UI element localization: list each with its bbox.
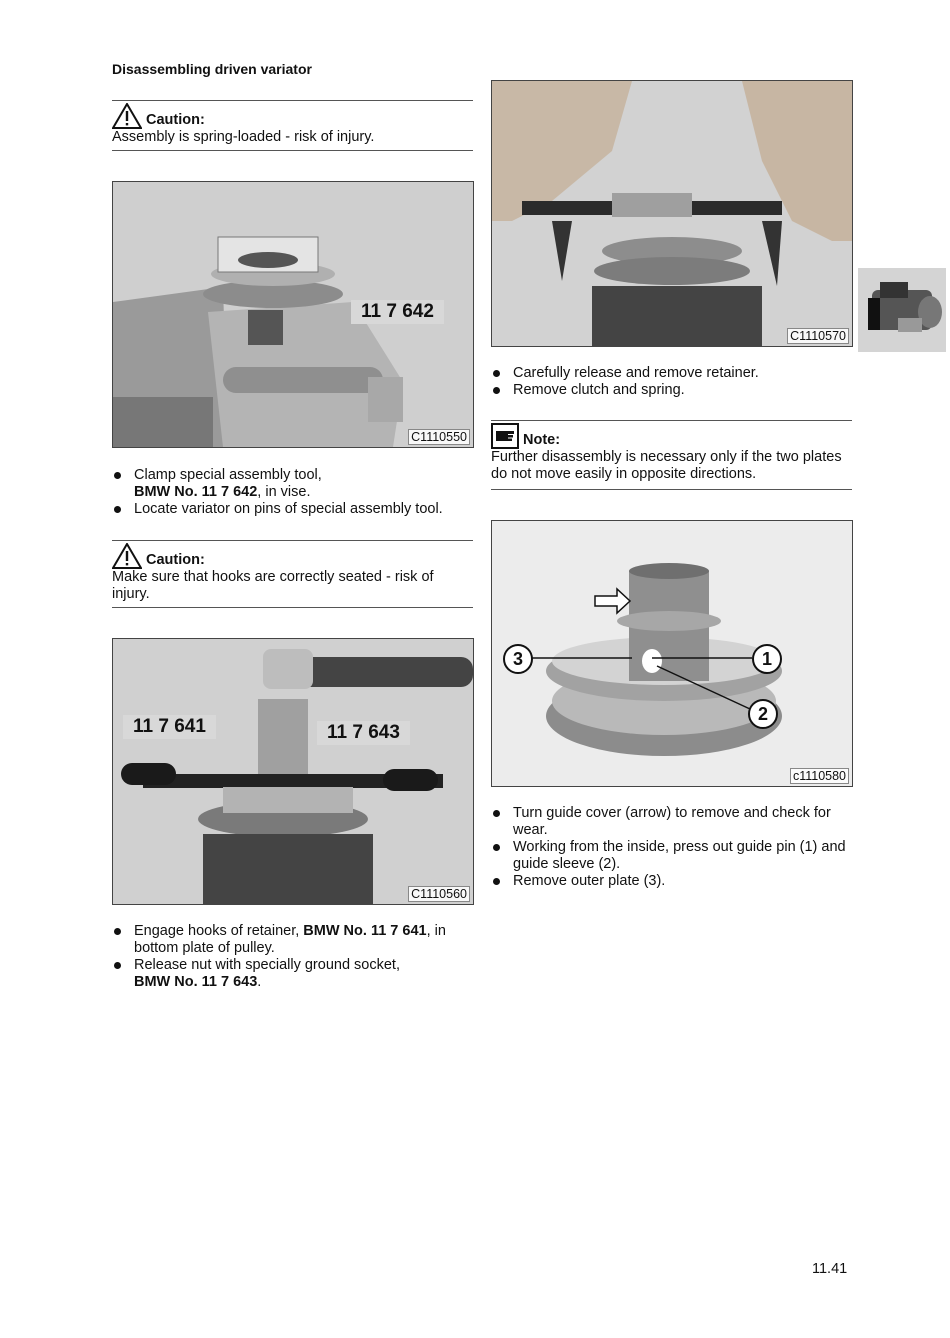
figure-code: c1110580 [790,768,849,784]
caution-title: Caution: [146,112,205,128]
note-hand-icon [491,423,519,449]
photo-variator-parts [491,520,853,787]
chapter-tab [858,268,946,352]
caution-title: Caution: [146,552,205,568]
section-heading: Disassembling driven variator [112,61,312,77]
note-title: Note: [523,432,561,448]
tool-label: 11 7 641 [123,715,216,739]
tool-label: 11 7 643 [317,721,410,745]
photo-retainer-and-socket [112,638,474,905]
list-item: Engage hooks of retainer, BMW No. 11 7 641, in bottom plate of pulley. [112,923,477,957]
list-item: Release nut with specially ground socket, BMW No. 11 7 643. [112,957,477,991]
list-item: Clamp special assembly tool, BMW No. 11 7 642, in vise. [112,467,477,501]
instruction-list [491,365,856,399]
photo-assembly-tool-in-vise [112,181,474,448]
list-item: Turn guide cover (arrow) to remove and check for wear. [491,805,856,839]
warning-icon [112,103,142,129]
figure-code: C1110550 [408,429,470,445]
callout-2: 2 [748,699,778,729]
engine-icon [858,268,946,352]
note-box [491,420,852,490]
instruction-list [112,467,477,518]
instruction-list [112,923,477,991]
caution-text: Assembly is spring-loaded - risk of injury. [112,129,375,145]
figure-code: C1110560 [408,886,470,902]
list-item: Remove outer plate (3). [491,873,856,890]
list-item: Carefully release and remove retainer. [491,365,856,382]
instruction-list [491,805,856,890]
caution-box [112,100,473,151]
caution-text: Make sure that hooks are correctly seated - risk of injury. [112,569,434,602]
list-item: Locate variator on pins of special assembly tool. [112,501,477,518]
note-text: Further disassembly is necessary only if the two plates do not move easily in opposite directions. [491,449,842,482]
warning-icon [112,543,142,569]
photo-releasing-retainer [491,80,853,347]
tool-label: 11 7 642 [351,300,444,324]
list-item: Working from the inside, press out guide pin (1) and guide sleeve (2). [491,839,856,873]
page-number: 11.41 [812,1261,848,1277]
callout-3: 3 [503,644,533,674]
caution-box [112,540,473,608]
list-item: Remove clutch and spring. [491,382,856,399]
figure-code: C1110570 [787,328,849,344]
callout-1: 1 [752,644,782,674]
